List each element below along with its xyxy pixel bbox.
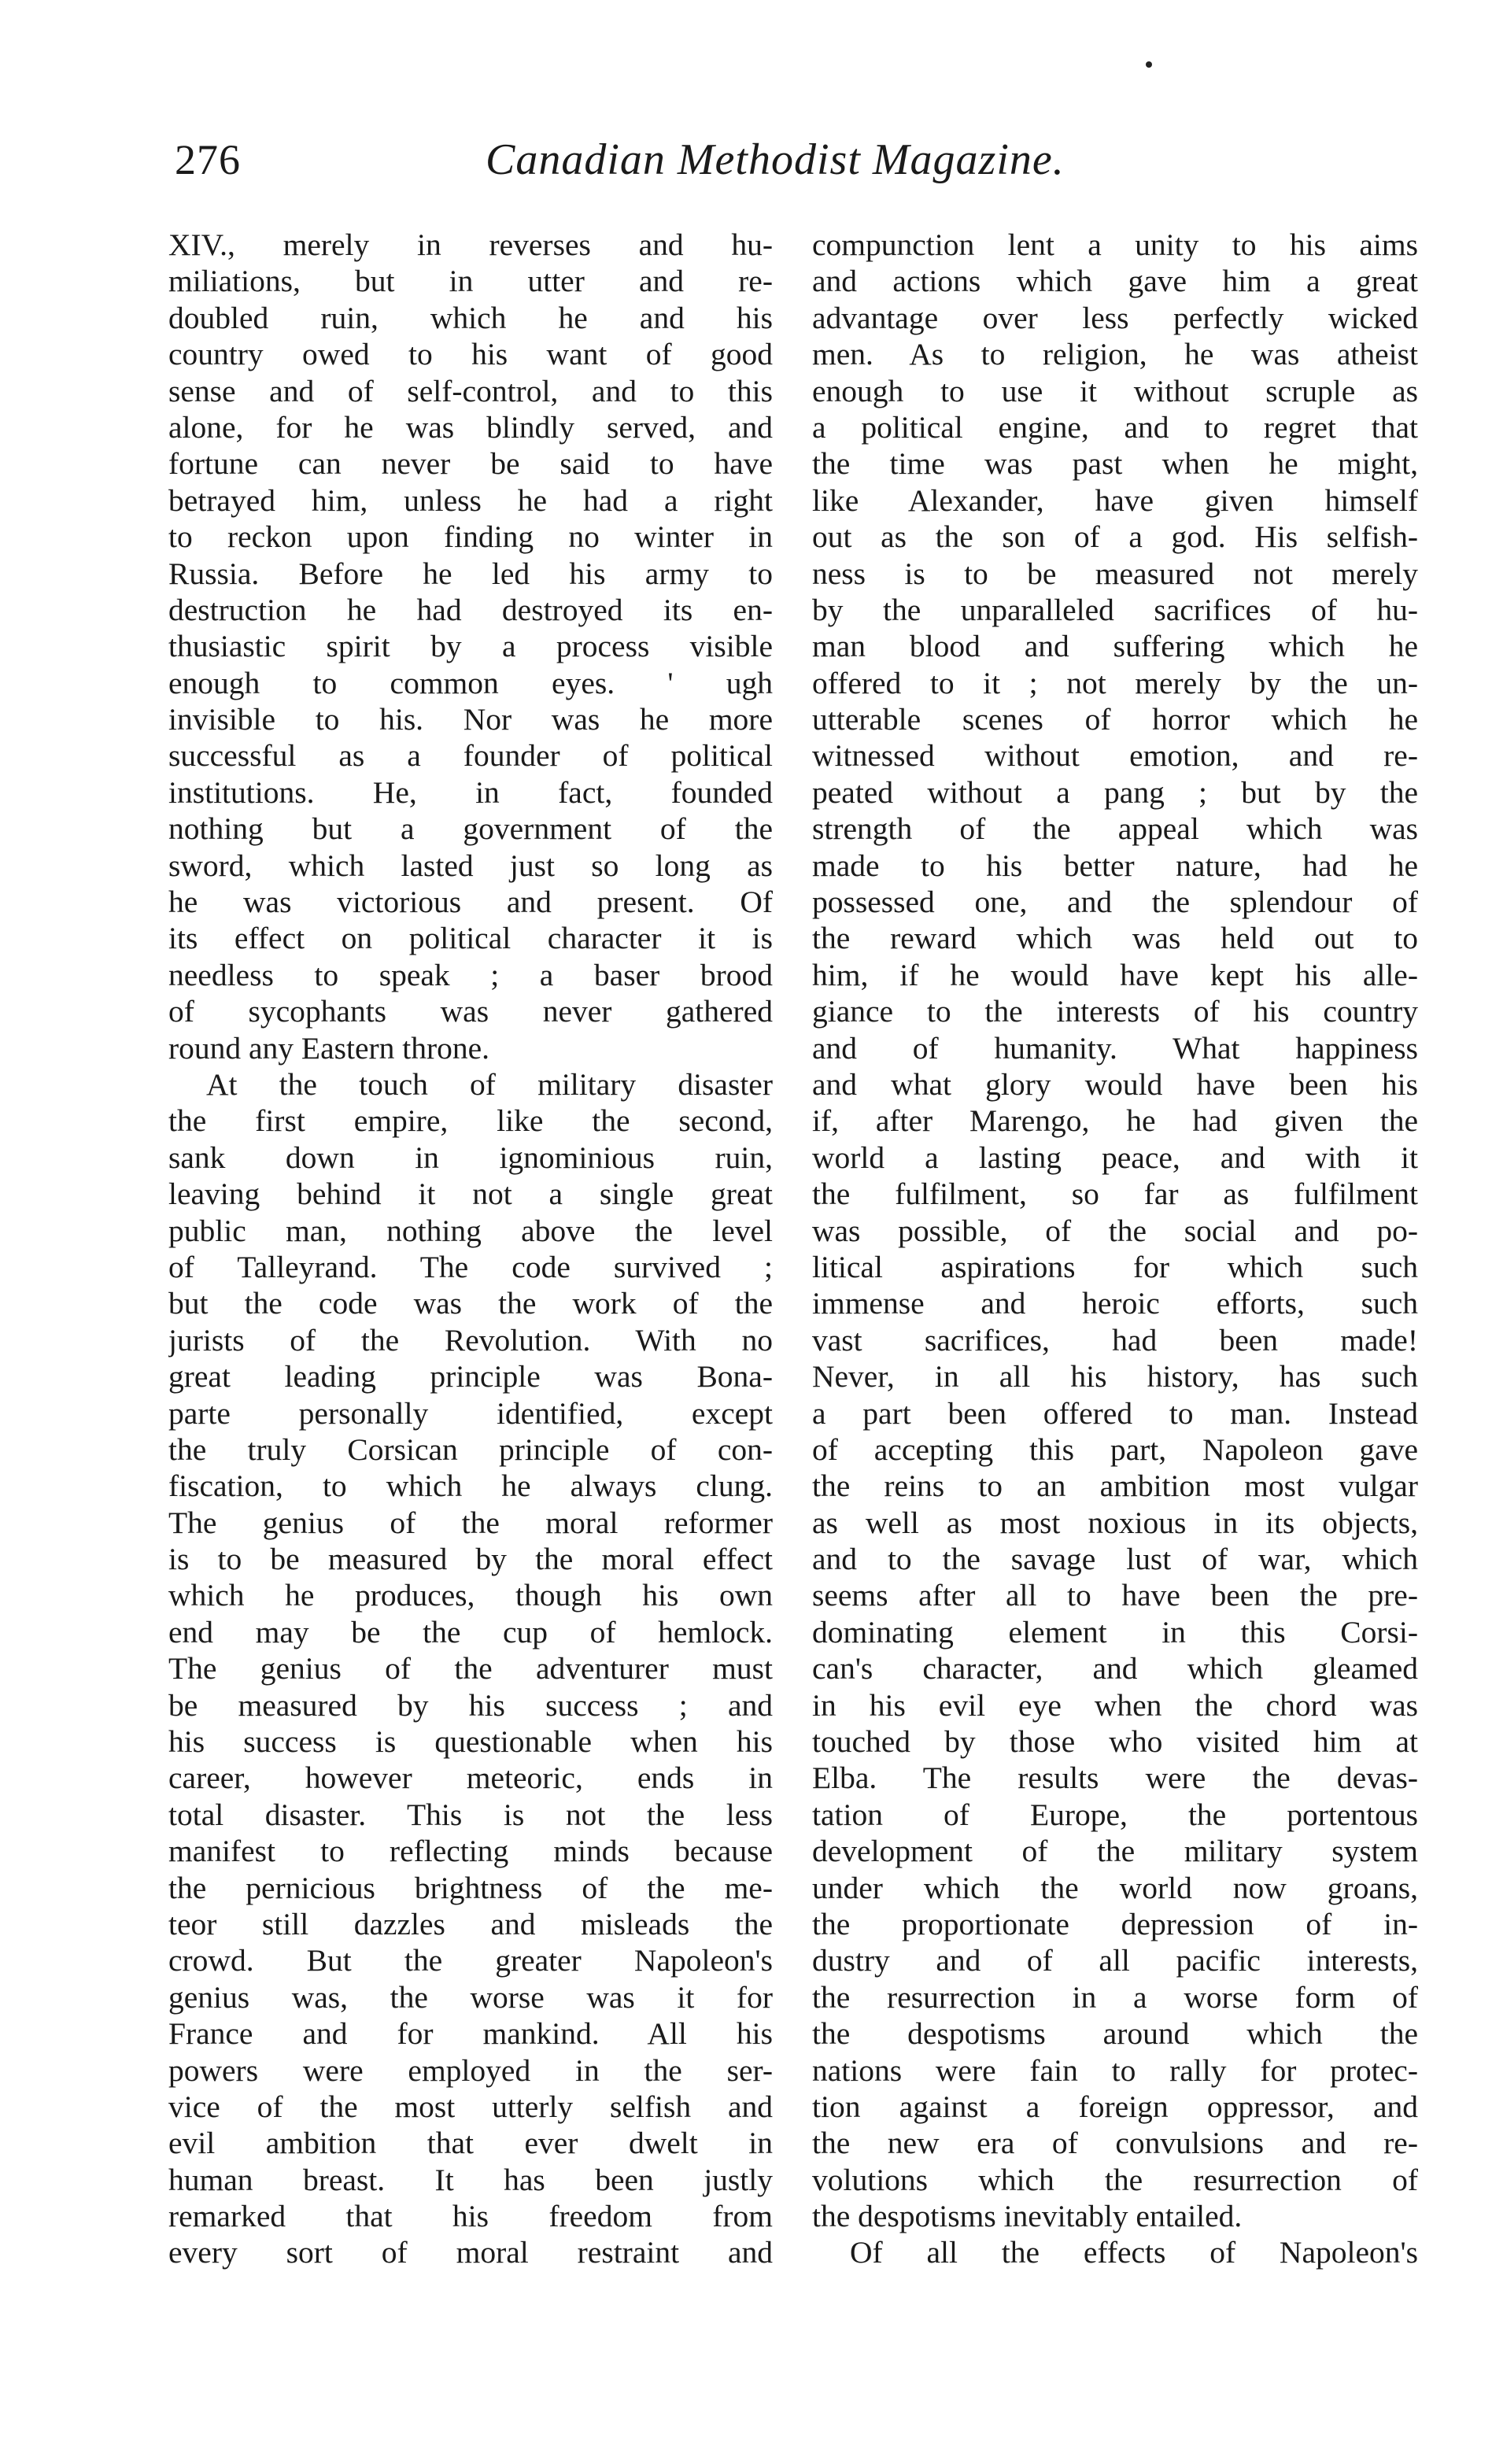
text-line: by the unparalleled sacrifices of hu-	[812, 592, 1418, 627]
text-line: thusiastic spirit by a process visible	[168, 629, 773, 664]
text-line: great leading principle was Bona-	[168, 1359, 773, 1395]
text-line: him, if he would have kept his alle-	[812, 957, 1418, 992]
text-line: betrayed him, unless he had a right	[168, 482, 773, 518]
text-line: the despotisms around which the	[812, 2016, 1418, 2052]
text-line: At the touch of military disaster	[206, 1066, 773, 1102]
text-line: destruction he had destroyed its en-	[168, 592, 773, 627]
text-line: the proportionate depression of in-	[812, 1906, 1418, 1941]
text-line: under which the world now groans,	[812, 1870, 1418, 1905]
text-line: out as the son of a god. His selfish-	[812, 519, 1418, 555]
text-line: human breast. It has been justly	[168, 2162, 773, 2197]
text-line: teor still dazzles and misleads the	[168, 1906, 773, 1941]
text-line: Russia. Before he led his army to	[168, 556, 773, 591]
text-line: end may be the cup of hemlock.	[168, 1614, 773, 1649]
text-line: man blood and suffering which he	[812, 629, 1418, 664]
text-line: and actions which gave him a great	[812, 264, 1418, 299]
text-line: is to be measured by the moral effect	[168, 1542, 773, 1577]
text-line: country owed to his want of good	[168, 337, 773, 372]
text-line: fiscation, to which he always clung.	[168, 1468, 773, 1504]
text-line: parte personally identified, except	[168, 1395, 773, 1431]
text-line: successful as a founder of political	[168, 738, 773, 774]
text-line: alone, for he was blindly served, and	[168, 409, 773, 445]
text-line: and what glory would have been his	[812, 1066, 1418, 1102]
text-line: its effect on political character it is	[168, 921, 773, 956]
text-line: enough to use it without scruple as	[812, 373, 1418, 408]
text-line: XIV., merely in reverses and hu-	[168, 227, 773, 262]
text-line: every sort of moral restraint and	[168, 2235, 773, 2270]
text-line: tation of Europe, the portentous	[812, 1797, 1418, 1832]
text-line: sword, which lasted just so long as	[168, 848, 773, 883]
text-line: dustry and of all pacific interests,	[812, 1943, 1418, 1978]
text-line: be measured by his success ; and	[168, 1687, 773, 1723]
text-line: crowd. But the greater Napoleon's	[168, 1943, 773, 1978]
text-line: the fulfilment, so far as fulfilment	[812, 1177, 1418, 1212]
text-line: compunction lent a unity to his aims	[812, 227, 1418, 262]
text-line: advantage over less perfectly wicked	[812, 300, 1418, 335]
text-line: The genius of the moral reformer	[168, 1505, 773, 1540]
text-line: the time was past when he might,	[812, 446, 1418, 482]
text-line: needless to speak ; a baser brood	[168, 957, 773, 992]
text-line: vast sacrifices, had been made!	[812, 1322, 1418, 1358]
text-line: witnessed without emotion, and re-	[812, 738, 1418, 774]
text-line: if, after Marengo, he had given the	[812, 1103, 1418, 1139]
text-line: to reckon upon finding no winter in	[168, 519, 773, 555]
text-line: doubled ruin, which he and his	[168, 300, 773, 335]
text-line: enough to common eyes. ' ugh	[168, 665, 773, 700]
text-line: powers were employed in the ser-	[168, 2052, 773, 2088]
text-line: miliations, but in utter and re-	[168, 264, 773, 299]
text-line: Never, in all his history, has such	[812, 1359, 1418, 1395]
text-column-left	[168, 227, 773, 2271]
text-line: The genius of the adventurer must	[168, 1651, 773, 1686]
text-line: France and for mankind. All his	[168, 2016, 773, 2052]
text-line: a part been offered to man. Instead	[812, 1395, 1418, 1431]
text-line: remarked that his freedom from	[168, 2199, 773, 2234]
text-line: development of the military system	[812, 1834, 1418, 1869]
text-column-right	[812, 227, 1418, 2271]
text-line: men. As to religion, he was atheist	[812, 337, 1418, 372]
text-line: strength of the appeal which was	[812, 811, 1418, 847]
text-line: and of humanity. What happiness	[812, 1030, 1418, 1066]
text-line: round any Eastern throne.	[168, 1030, 490, 1066]
text-line: the truly Corsican principle of con-	[168, 1431, 773, 1467]
text-line: offered to it ; not merely by the un-	[812, 665, 1418, 700]
text-line: the resurrection in a worse form of	[812, 1979, 1418, 2015]
text-line: sense and of self-control, and to this	[168, 373, 773, 408]
text-line: the despotisms inevitably entailed.	[812, 2199, 1243, 2234]
text-line: litical aspirations for which such	[812, 1249, 1418, 1284]
text-line: peated without a pang ; but by the	[812, 774, 1418, 810]
text-line: seems after all to have been the pre-	[812, 1578, 1418, 1613]
text-line: of accepting this part, Napoleon gave	[812, 1431, 1418, 1467]
text-line: giance to the interests of his country	[812, 994, 1418, 1029]
text-line: the new era of convulsions and re-	[812, 2126, 1418, 2161]
text-line: dominating element in this Corsi-	[812, 1614, 1418, 1649]
text-line: evil ambition that ever dwelt in	[168, 2126, 773, 2161]
text-line: institutions. He, in fact, founded	[168, 774, 773, 810]
page-number: 276	[175, 136, 241, 183]
text-line: the reins to an ambition most vulgar	[812, 1468, 1418, 1504]
text-line: leaving behind it not a single great	[168, 1177, 773, 1212]
text-line: can's character, and which gleamed	[812, 1651, 1418, 1686]
text-line: his success is questionable when his	[168, 1724, 773, 1760]
text-line: volutions which the resurrection of	[812, 2162, 1418, 2197]
text-line: which he produces, though his own	[168, 1578, 773, 1613]
text-line: total disaster. This is not the less	[168, 1797, 773, 1832]
text-line: as well as most noxious in its objects,	[812, 1505, 1418, 1540]
text-line: immense and heroic efforts, such	[812, 1286, 1418, 1321]
text-line: made to his better nature, had he	[812, 848, 1418, 883]
text-line: possessed one, and the splendour of	[812, 885, 1418, 920]
text-line: the pernicious brightness of the me-	[168, 1870, 773, 1905]
text-line: he was victorious and present. Of	[168, 885, 773, 920]
text-line: fortune can never be said to have	[168, 446, 773, 482]
text-line: public man, nothing above the level	[168, 1213, 773, 1248]
text-line: the first empire, like the second,	[168, 1103, 773, 1139]
text-line: vice of the most utterly selfish and	[168, 2089, 773, 2124]
text-line: sank down in ignominious ruin,	[168, 1140, 773, 1175]
text-line: the reward which was held out to	[812, 921, 1418, 956]
text-line: utterable scenes of horror which he	[812, 702, 1418, 737]
text-line: touched by those who visited him at	[812, 1724, 1418, 1760]
text-line: genius was, the worse was it for	[168, 1979, 773, 2015]
text-line: jurists of the Revolution. With no	[168, 1322, 773, 1358]
page-header	[175, 124, 1418, 195]
running-title: Canadian Methodist Magazine.	[486, 135, 1065, 184]
text-line: Of all the effects of Napoleon's	[850, 2235, 1418, 2270]
text-line: nations were fain to rally for protec-	[812, 2052, 1418, 2088]
text-line: but the code was the work of the	[168, 1286, 773, 1321]
ink-speck	[1146, 61, 1152, 68]
text-line: invisible to his. Nor was he more	[168, 702, 773, 737]
text-line: a political engine, and to regret that	[812, 409, 1418, 445]
text-line: tion against a foreign oppressor, and	[812, 2089, 1418, 2124]
text-line: of sycophants was never gathered	[168, 994, 773, 1029]
text-line: of Talleyrand. The code survived ;	[168, 1249, 773, 1284]
text-line: in his evil eye when the chord was	[812, 1687, 1418, 1723]
text-line: manifest to reflecting minds because	[168, 1834, 773, 1869]
text-line: world a lasting peace, and with it	[812, 1140, 1418, 1175]
text-line: Elba. The results were the devas-	[812, 1760, 1418, 1796]
text-line: like Alexander, have given himself	[812, 482, 1418, 518]
text-line: was possible, of the social and po-	[812, 1213, 1418, 1248]
text-line: ness is to be measured not merely	[812, 556, 1418, 591]
text-line: and to the savage lust of war, which	[812, 1542, 1418, 1577]
text-line: nothing but a government of the	[168, 811, 773, 847]
text-line: career, however meteoric, ends in	[168, 1760, 773, 1796]
